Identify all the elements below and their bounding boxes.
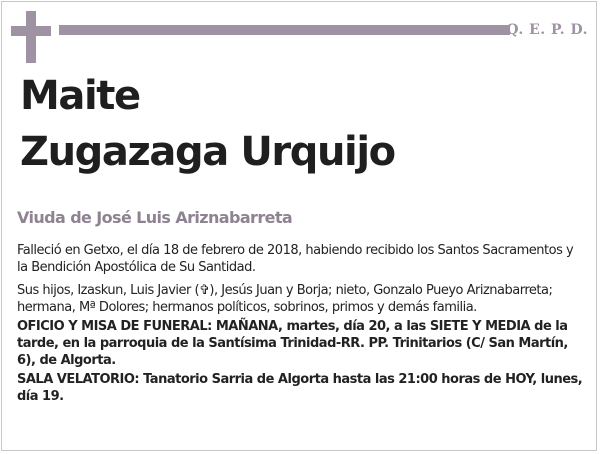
widow-of-line: Viuda de José Luis Ariznabarreta (17, 208, 293, 227)
notice-body (17, 242, 587, 411)
family-list: Sus hijos, Izaskun, Luis Javier (✞), Jesús Juan y Borja; nieto, Gonzalo Pueyo Ariznabarreta; hermana, Mª Dolores; hermanos políticos, sobrinos, primos y demás familia. (17, 283, 553, 315)
first-name: Maite (20, 73, 140, 119)
surnames: Zugazaga Urquijo (20, 129, 395, 175)
obituary-notice (1, 1, 597, 451)
wake-info: SALA VELATORIO: Tanatorio Sarria de Algorta hasta las 21:00 horas de HOY, lunes, día 19. (17, 372, 583, 404)
qepd-label: Q. E. P. D. (506, 22, 588, 38)
latin-cross-icon (11, 11, 51, 63)
funeral-info: OFICIO Y MISA DE FUNERAL: MAÑANA, martes, día 20, a las SIETE Y MEDIA de la tarde, en la parroquia de la Santísima Trinidad-RR. PP. Trinitarios (C/ San Martín, 6), de Algorta. (17, 319, 568, 368)
deceased-name (20, 68, 395, 180)
death-announcement: Falleció en Getxo, el día 18 de febrero de 2018, habiendo recibido los Santos Sacramentos y la Bendición Apostólica de Su Santidad. (17, 243, 574, 275)
header-rule (59, 25, 510, 35)
